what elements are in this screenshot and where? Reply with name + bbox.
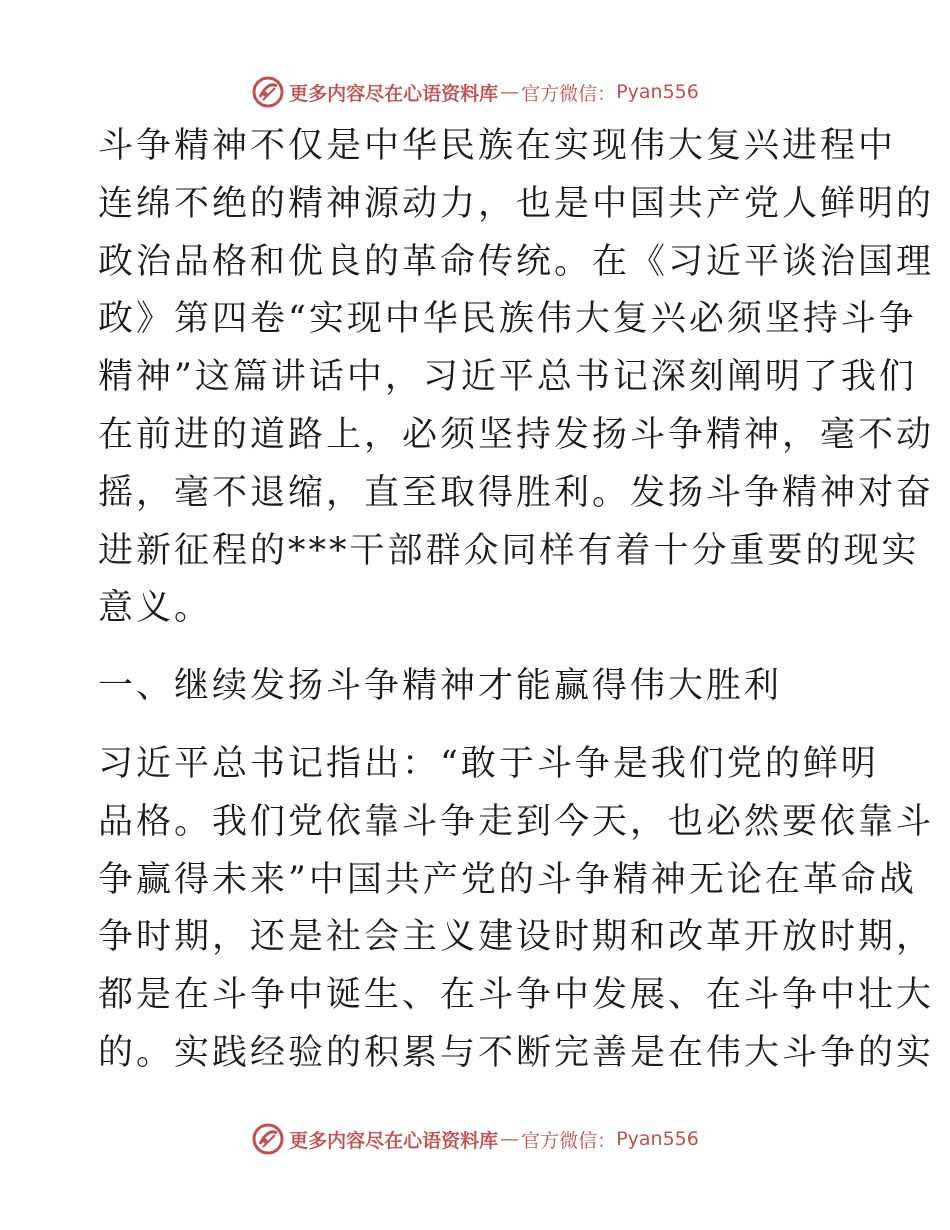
text-line: 政治品格和优良的革命传统。在《习近平谈治国理 <box>98 241 935 282</box>
text-line: 争赢得未来”中国共产党的斗争精神无论在革命战 <box>98 859 917 900</box>
watermark-dash: — <box>500 1128 520 1150</box>
text-line: 进新征程的***干部群众同样有着十分重要的现实 <box>98 530 920 571</box>
text-line: 争时期，还是社会主义建设时期和改革开放时期， <box>98 917 935 958</box>
paragraph-intro <box>98 118 935 638</box>
document-body <box>98 118 935 1083</box>
watermark-text: 更多内容尽在心语资料库 <box>289 82 499 105</box>
text-line: 品格。我们党依靠斗争走到今天，也必然要依靠斗 <box>98 801 935 842</box>
brand-logo-icon <box>251 1122 285 1156</box>
brand-logo-icon <box>251 75 285 109</box>
text-line: 的。实践经验的积累与不断完善是在伟大斗争的实 <box>98 1032 935 1073</box>
text-line: 都是在斗争中诞生、在斗争中发展、在斗争中壮大 <box>98 975 935 1016</box>
text-line: 在前进的道路上，必须坚持发扬斗争精神，毫不动 <box>98 414 935 455</box>
heading-line: 一、继续发扬斗争精神才能赢得伟大胜利 <box>98 666 783 707</box>
watermark-official: 官方微信： <box>521 82 617 105</box>
text-line: 政》第四卷“实现中华民族伟大复兴必须坚持斗争 <box>98 299 917 340</box>
text-line: 精神”这篇讲话中，习近平总书记深刻阐明了我们 <box>98 357 917 398</box>
watermark-dash: — <box>500 81 520 103</box>
watermark-id: Pyan556 <box>616 81 699 103</box>
footer-watermark <box>0 1119 950 1159</box>
paragraph-section-one <box>98 736 935 1083</box>
watermark-text: 更多内容尽在心语资料库 <box>289 1129 499 1152</box>
text-line: 连绵不绝的精神源动力，也是中国共产党人鲜明的 <box>98 183 935 224</box>
text-line: 斗争精神不仅是中华民族在实现伟大复兴进程中 <box>98 126 897 166</box>
section-heading <box>98 658 858 716</box>
watermark-id: Pyan556 <box>616 1128 699 1150</box>
text-line: 摇，毫不退缩，直至取得胜利。发扬斗争精神对奋 <box>98 472 935 513</box>
text-line: 意义。 <box>98 588 213 629</box>
watermark-official: 官方微信： <box>521 1129 617 1152</box>
text-line: 习近平总书记指出：“敢于斗争是我们党的鲜明 <box>98 743 879 784</box>
header-watermark <box>0 72 950 112</box>
